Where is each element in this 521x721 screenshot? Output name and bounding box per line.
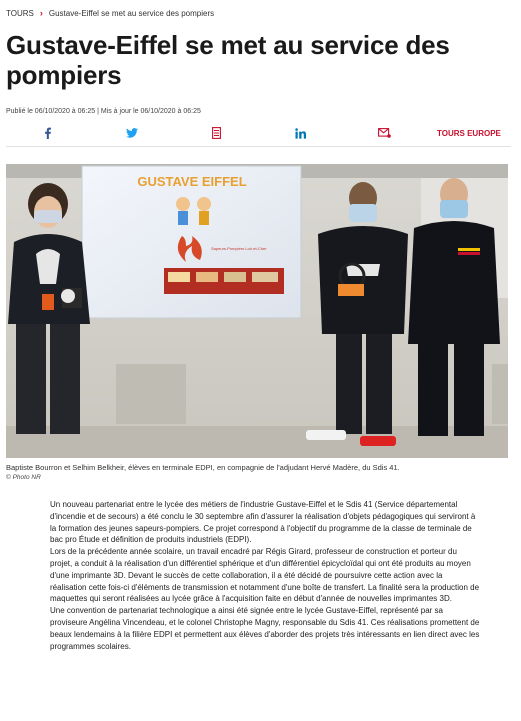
article-paragraph: Une convention de partenariat technologique a ainsi été signée entre le lycée Gustave-Eiffel, représenté par sa proviseure Angélina Vincendeau, et le colonel Christophe Magny, responsable du Sdis 41. Ces réalisations promettent de beaux lendemains à la filière EDPI et permettent aux élèves d'aborder des projets très intéressants en lien direct avec les programmes scolaires. — [50, 606, 480, 651]
share-mail-button[interactable] — [343, 122, 427, 144]
screen-logo-label: Sapeurs-Pompiers Loir-et-Cher — [211, 246, 267, 251]
breadcrumb — [6, 6, 214, 20]
breadcrumb-current: Gustave-Eiffel se met au service des pompiers — [48, 8, 215, 18]
breadcrumb-section-link[interactable]: TOURS — [6, 8, 34, 18]
article-photo — [6, 164, 508, 458]
edition-label: TOURS EUROPE — [437, 128, 501, 138]
linkedin-icon — [295, 128, 306, 139]
mail-icon — [378, 128, 391, 138]
print-icon — [212, 127, 221, 139]
article-body — [50, 499, 480, 652]
screen-title: GUSTAVE EIFFEL — [137, 174, 247, 189]
share-facebook-button[interactable] — [6, 122, 90, 144]
page-title: Gustave-Eiffel se met au service des pompiers — [6, 30, 450, 90]
chevron-right-icon: › — [39, 8, 43, 18]
twitter-icon — [126, 128, 138, 138]
dateline: Publié le 06/10/2020 à 06:25 | Mis à jour le 06/10/2020 à 06:25 — [6, 108, 201, 115]
share-bar — [6, 122, 511, 144]
print-button[interactable] — [174, 122, 258, 144]
share-linkedin-button[interactable] — [259, 122, 343, 144]
photo-credit: © Photo NR — [6, 474, 41, 481]
article-paragraph: Lors de la précédente année scolaire, un travail encadré par Régis Girard, professeur de construction et porteur du projet, a conduit à la réalisation d'un différentiel sphérique et d'un différentiel épicycloïdal qui ont été produits au moyen d'une imprimante 3D. Devant le succès de cette collaboration, il a été décidé de poursuivre cette action avec la réalisation cette fois-ci d'éléments de transmission et notamment d'une boîte de transfert. La finalité sera la production de maquettes qui seront réalisées au lycée grâce à l'acquisition faite en début d'année de nouvelles imprimantes 3D. — [50, 547, 480, 604]
share-twitter-button[interactable] — [90, 122, 174, 144]
divider — [6, 146, 511, 147]
article-paragraph: Un nouveau partenariat entre le lycée des métiers de l'industrie Gustave-Eiffel et le Sdis 41 (Service départemental d'incendie et de secours) a été conclu le 30 septembre afin d'assurer la réalisation d'objets pédagogiques qui serviront à la formation des jeunes sapeurs-pompiers. Ce projet correspond à l'objectif du programme de la classe de terminale de bac pro Étude et définition de produits industriels (EDPI). — [50, 500, 476, 545]
photo-illustration — [6, 164, 508, 458]
facebook-icon — [44, 127, 52, 139]
edition-link[interactable] — [427, 122, 511, 144]
photo-caption: Baptiste Bourron et Selhim Belkheir, élèves en terminale EDPI, en compagnie de l'adjudant Hervé Madère, du Sdis 41. — [6, 463, 400, 472]
